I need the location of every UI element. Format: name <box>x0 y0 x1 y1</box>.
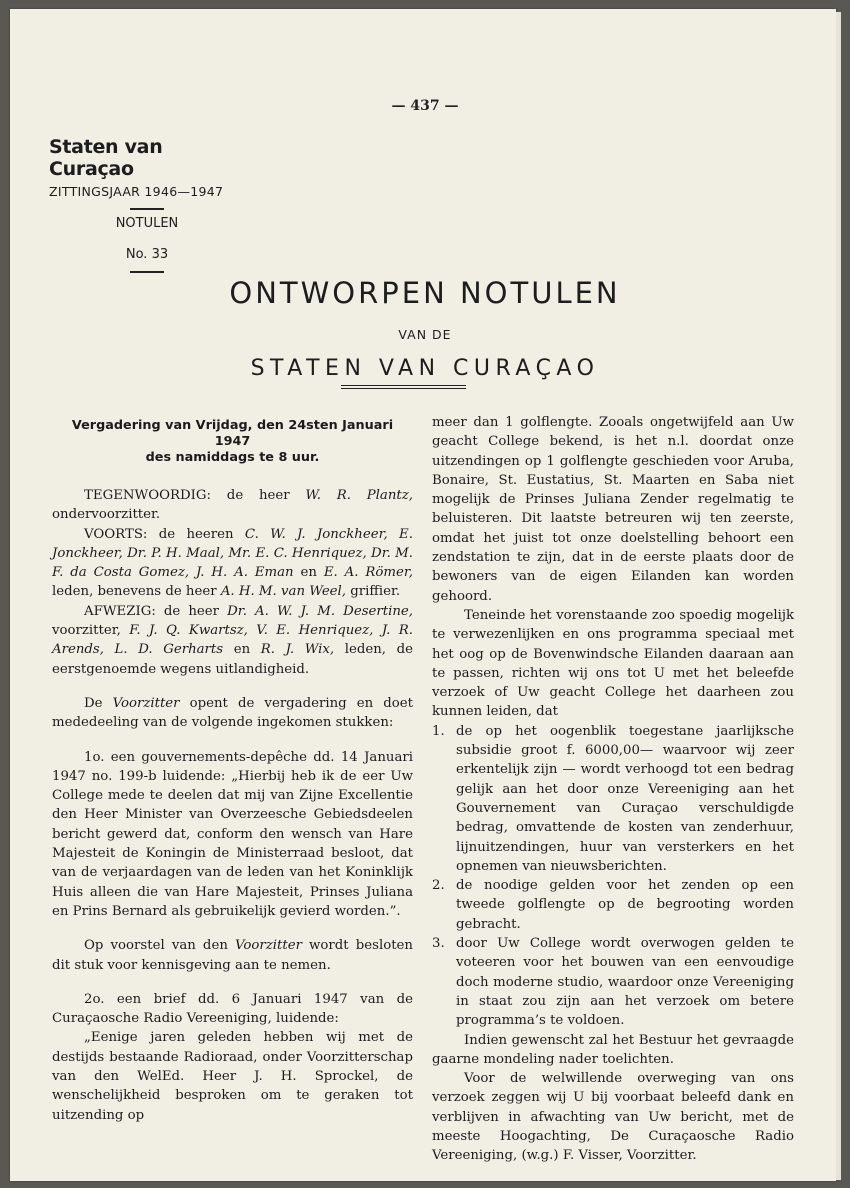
left-column <box>52 418 413 1125</box>
decision <box>52 936 413 975</box>
attendance-present <box>52 486 413 525</box>
text: en <box>293 565 324 581</box>
text: De <box>84 695 113 711</box>
list-item <box>432 722 794 876</box>
label-afwezig: AFWEZIG: de heer <box>84 603 228 619</box>
list-text: door Uw College wordt overwogen gelden te voteeren voor het bouwen van een eenvoudige doch moderne studio, waardoor onze Vereeniging in staat zou zijn aan het verzoek om betere programma’s te voldoen. <box>456 936 794 1029</box>
main-title: ONTWORPEN NOTULEN <box>229 276 621 310</box>
paragraph: meer dan 1 golflengte. Zooals ongetwijfeld aan Uw geacht College bekend, is het n.l. doordat onze uitzendingen op 1 golflengte geschieden voor Aruba, Bonaire, St. Eustatius, St. Maarten en Saba niet mogelijk de Prinses Juliana Zender regelmatig te beluisteren. Dit laatste betreuren wij ten zeerste, omdat het juist tot onze doelstelling behoort een zendstation te zijn, dat in de eerste plaats door de bewoners van de eigen Eilanden kan worden gehoord. <box>432 415 794 604</box>
paragraph: Indien gewenscht zal het Bestuur het gevraagde gaarne mondeling nader toelichten. <box>432 1032 794 1067</box>
text: leden, benevens de heer <box>52 584 221 600</box>
person-name: R. J. Wix, <box>260 642 335 658</box>
title-van-de: VAN DE <box>398 327 452 342</box>
list-item <box>432 876 794 934</box>
text-italic: Voorzitter <box>235 938 302 954</box>
document-header <box>49 136 245 273</box>
text: ondervoorzitter. <box>52 507 161 523</box>
person-names: C. W. J. Jonckheer, E. Jonckheer, Dr. P. H. Maal, Mr. E. C. Henriquez, Dr. M. F. da Costa Gomez, J. H. A. Eman <box>52 526 413 581</box>
text: voorzitter, <box>52 623 130 639</box>
label-voorts: VOORTS: de heeren <box>84 526 245 542</box>
person-name: W. R. Plantz, <box>305 488 413 503</box>
meeting-line-2: des namiddags te 8 uur. <box>145 450 320 465</box>
attendance-absent <box>52 602 413 679</box>
page-number: — 437 — <box>391 98 459 114</box>
right-column <box>432 413 794 1166</box>
item-2: 2o. een brief dd. 6 Januari 1947 van de Curaçaosche Radio Vereeniging, luidende: <box>52 991 413 1027</box>
header-number: No. 33 <box>125 247 169 262</box>
title-underline <box>341 385 466 389</box>
item-1: 1o. een gouvernements-depêche dd. 14 Januari 1947 no. 199-b luidende: „Hierbij heb ik de eer Uw College mede te deelen dat mij van Zijne Excellentie den Heer Minister van Overzeesche Gebiedsdeelen bericht gewerd dat, conform den wensch van Hare Majesteit de Koningin de Ministerraad besloot, dat van de verjaardagen van de leden van het Koninklijk Huis alleen die van Hare Majesteit, Prinses Juliana en Prins Bernard als gebruikelijk gevierd worden.”. <box>52 749 413 919</box>
list-text: de op het oogenblik toegestane jaarlijksche subsidie groot f. 6000,00— waarvoor wij zeer erkentelijk zijn — wordt verhoogd tot een bedrag gelijk aan het door onze Vereeniging aan het Gouvernement van Curaçao verschuldigde bedrag, omvattende de kosten van zenderhuur, lijnuitzendingen, huur van versterkers en het opnemen van nieuwsberichten. <box>456 723 794 874</box>
person-name: Dr. A. W. J. M. Desertine, <box>227 603 414 619</box>
label-tegenwoordig: TEGENWOORDIG: de heer <box>84 488 306 503</box>
person-name: A. H. M. van Weel, <box>220 584 347 600</box>
text: griffier. <box>346 584 401 600</box>
text: en <box>223 642 261 658</box>
text: wordt besloten dit stuk voor kennisgeving aan te nemen. <box>52 938 413 973</box>
list-text: de noodige gelden voor het zenden op een tweede golflengte op de begrooting worden gebracht. <box>456 878 794 932</box>
meeting-line-1: Vergadering van Vrijdag, den 24sten Januari 1947 <box>71 418 394 449</box>
meeting-heading <box>52 418 413 466</box>
list-number: 3. <box>432 936 445 952</box>
request-list <box>432 722 794 1031</box>
divider <box>130 271 164 273</box>
person-name: E. A. Römer, <box>323 565 413 581</box>
page-edge <box>836 12 841 1180</box>
text: Op voorstel van den <box>84 938 235 954</box>
chair-opening <box>52 694 413 733</box>
text: opent de vergadering en doet mededeeling van de volgende ingekomen stukken: <box>52 695 413 731</box>
divider <box>130 208 164 210</box>
attendance-also <box>52 525 413 602</box>
text-italic: Voorzitter <box>112 695 180 711</box>
paragraph: Voor de welwillende overweging van ons verzoek zeggen wij U bij voorbaat beleefd dank en verblijven in afwachting van Uw bericht, met de meeste Hoogachting, De Curaçaosche Radio Vereeniging, (w.g.) F. Visser, Voorzitter. <box>432 1071 794 1164</box>
header-title: Staten van Curaçao <box>49 136 163 180</box>
paragraph: Teneinde het vorenstaande zoo spoedig mogelijk te verwezenlijken en ons programma speciaal met het oog op de Bovenwindsche Eilanden daaraan aan te passen, richten wij ons tot U met het beleefde verzoek of Uw geacht College het daarheen zou kunnen leiden, dat <box>432 607 794 720</box>
person-names: F. J. Q. Kwartsz, V. E. Henriquez, J. R. Arends, L. D. Gerharts <box>52 623 414 658</box>
text: leden, de eerstgenoemde wegens uitlandigheid. <box>52 642 413 677</box>
list-number: 2. <box>432 878 445 894</box>
list-item <box>432 934 794 1030</box>
header-session: ZITTINGSJAAR 1946—1947 <box>49 184 224 199</box>
item-2-quote: „Eenige jaren geleden hebben wij met de destijds bestaande Radioraad, onder Voorzitterschap van den WelEd. Heer J. H. Sprockel, de wenschelijkheid besproken om te geraken tot uitzending op <box>52 1030 413 1123</box>
title-staten: STATEN VAN CURAÇAO <box>250 356 600 381</box>
header-section: NOTULEN <box>115 216 179 231</box>
list-number: 1. <box>432 723 445 739</box>
